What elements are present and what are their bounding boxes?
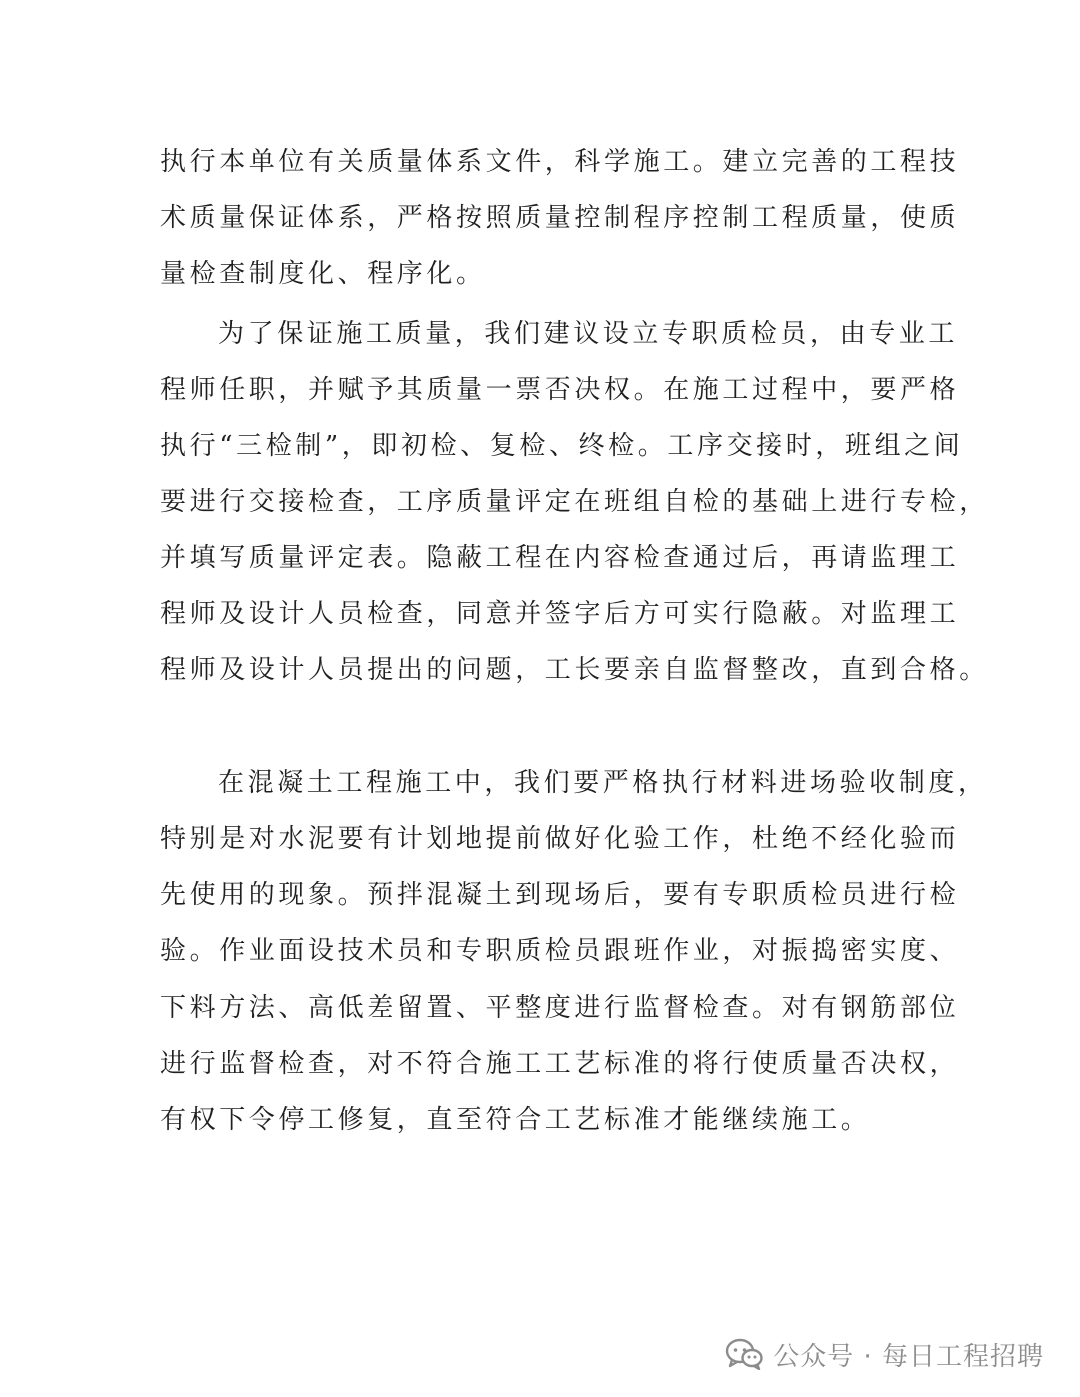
- text-line: 特别是对水泥要有计划地提前做好化验工作，杜绝不经化验而: [160, 824, 960, 854]
- text-line: 下料方法、高低差留置、平整度进行监督检查。对有钢筋部位: [160, 993, 960, 1023]
- text-line: 程师及设计人员检查，同意并签字后方可实行隐蔽。对监理工: [160, 599, 960, 629]
- text-line: 要进行交接检查，工序质量评定在班组自检的基础上进行专检，: [160, 487, 989, 517]
- text-line: 术质量保证体系，严格按照质量控制程序控制工程质量，使质: [160, 203, 960, 233]
- watermark: [725, 1330, 1044, 1378]
- text-line: 为了保证施工质量，我们建议设立专职质检员，由专业工: [218, 319, 959, 349]
- text-line: 程师及设计人员提出的问题，工长要亲自监督整改，直到合格。: [160, 655, 989, 685]
- text-line: 进行监督检查，对不符合施工工艺标准的将行使质量否决权，: [160, 1049, 960, 1079]
- text-line: 执行“三检制”，即初检、复检、终检。工序交接时，班组之间: [160, 431, 964, 461]
- text-line: 量检查制度化、程序化。: [160, 259, 486, 289]
- wechat-icon: [725, 1338, 763, 1370]
- text-line: 程师任职，并赋予其质量一票否决权。在施工过程中，要严格: [160, 375, 960, 405]
- text-line: 并填写质量评定表。隐蔽工程在内容检查通过后，再请监理工: [160, 543, 960, 573]
- watermark-text: 公众号 · 每日工程招聘: [773, 1341, 1044, 1372]
- text-line: 有权下令停工修复，直至符合工艺标准才能继续施工。: [160, 1105, 871, 1135]
- text-line: 在混凝土工程施工中，我们要严格执行材料进场验收制度，: [218, 768, 988, 798]
- text-line: 验。作业面设技术员和专职质检员跟班作业，对振捣密实度、: [160, 936, 960, 966]
- text-line: 先使用的现象。预拌混凝土到现场后，要有专职质检员进行检: [160, 880, 960, 910]
- text-line: 执行本单位有关质量体系文件，科学施工。建立完善的工程技: [160, 147, 960, 177]
